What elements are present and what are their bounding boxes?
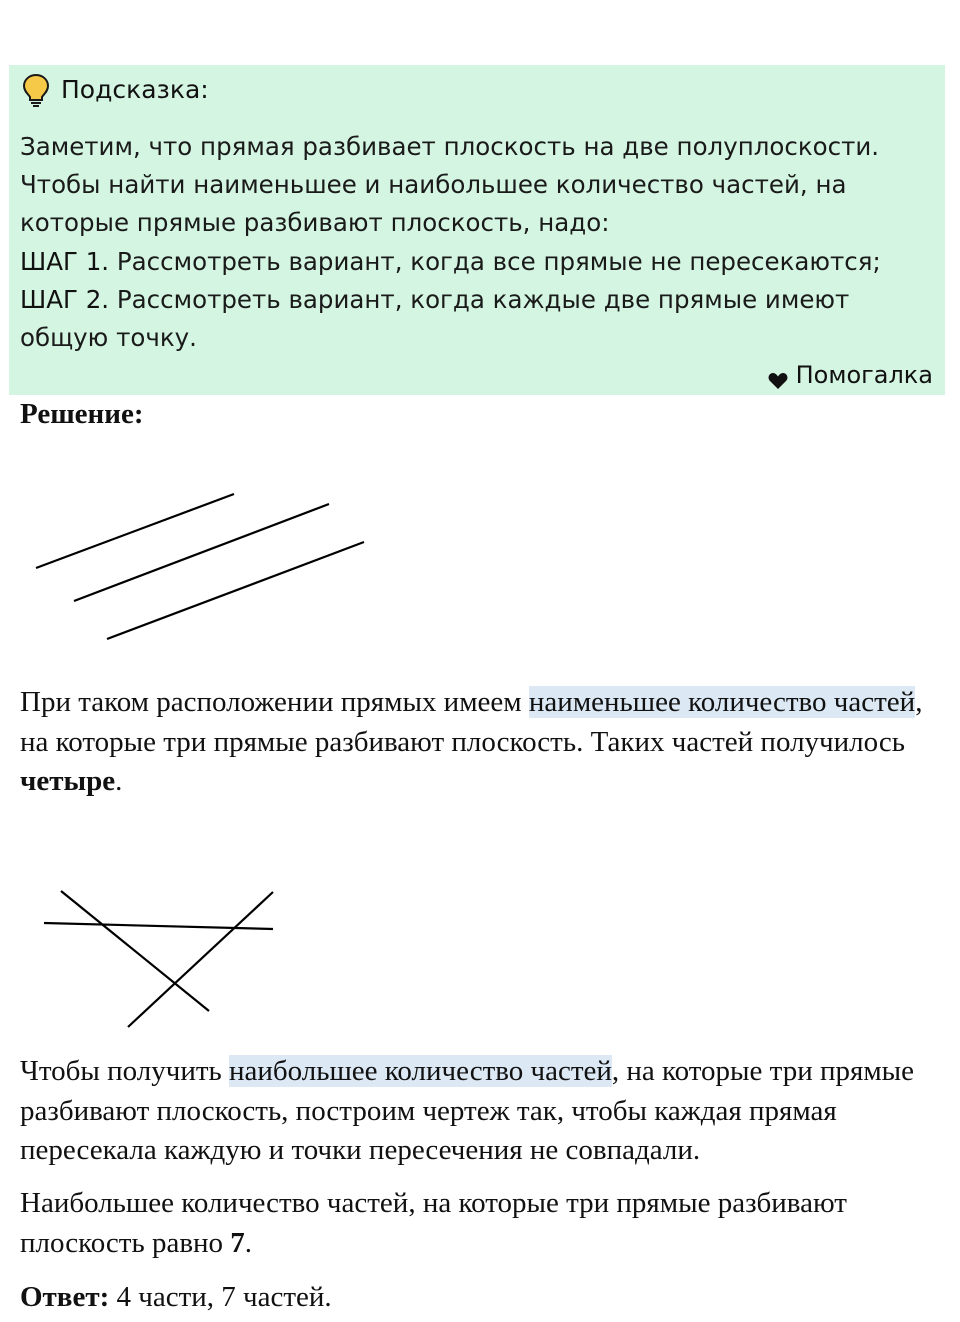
answer-label: Ответ: <box>20 1281 110 1313</box>
paragraph-result <box>20 1184 940 1263</box>
brand-link[interactable] <box>768 359 933 391</box>
p1-end: . <box>115 765 123 797</box>
intersecting-line-3 <box>128 892 273 1027</box>
p2-start: Чтобы получить <box>20 1055 229 1087</box>
step-2-label: ШАГ 2. <box>20 284 110 314</box>
solution-title: Решение: <box>20 398 144 430</box>
step-1-label: ШАГ 1. <box>20 246 110 276</box>
parallel-lines-figure <box>30 488 370 648</box>
brand-name: Помогалка <box>795 361 933 389</box>
intersecting-lines-figure <box>40 885 280 1035</box>
hint-title <box>21 73 209 107</box>
p2-rest: , на которые три прямые разбивают плоскость, построим чертеж так, чтобы каждая прямая пересекала каждую и точки пересечения не совпадали. <box>20 1055 915 1166</box>
step-2-text: Рассмотреть вариант, когда каждые две прямые имеют общую точку. <box>20 284 850 353</box>
answer-text: 4 части, 7 частей. <box>109 1281 332 1313</box>
lightbulb-icon <box>21 73 51 107</box>
p1-start: При таком расположении прямых имеем <box>20 686 529 718</box>
heart-icon <box>768 366 788 384</box>
parallel-line-2 <box>74 504 329 601</box>
paragraph-minimum <box>20 683 940 802</box>
hint-title-text: Подсказка: <box>61 75 209 104</box>
hint-step-2 <box>20 281 930 357</box>
p1-highlight: наименьшее количество частей <box>528 686 916 718</box>
p3-bold: 7 <box>230 1226 245 1259</box>
hint-intro: Заметим, что прямая разбивает плоскость на две полуплоскости. Чтобы найти наименьшее и наибольшее количество частей, на которые прямые разбивают плоскость, надо: <box>20 132 880 238</box>
hint-box <box>9 65 945 395</box>
p1-bold: четыре <box>20 765 116 797</box>
p3-text: Наибольшее количество частей, на которые три прямые разбивают плоскость равно <box>20 1187 847 1259</box>
p1-middle: , на которые три прямые разбивают плоскость. Таких частей получилось <box>20 686 923 758</box>
hint-step-1 <box>20 243 930 281</box>
p3-end: . <box>244 1226 253 1259</box>
parallel-line-1 <box>36 494 234 568</box>
answer <box>20 1278 940 1318</box>
step-1-text: Рассмотреть вариант, когда все прямые не пересекаются; <box>109 246 881 276</box>
parallel-line-3 <box>107 542 364 639</box>
hint-text <box>20 128 930 357</box>
p2-highlight: наибольшее количество частей <box>229 1055 612 1087</box>
paragraph-maximum <box>20 1052 940 1171</box>
intersecting-line-2 <box>61 891 209 1011</box>
